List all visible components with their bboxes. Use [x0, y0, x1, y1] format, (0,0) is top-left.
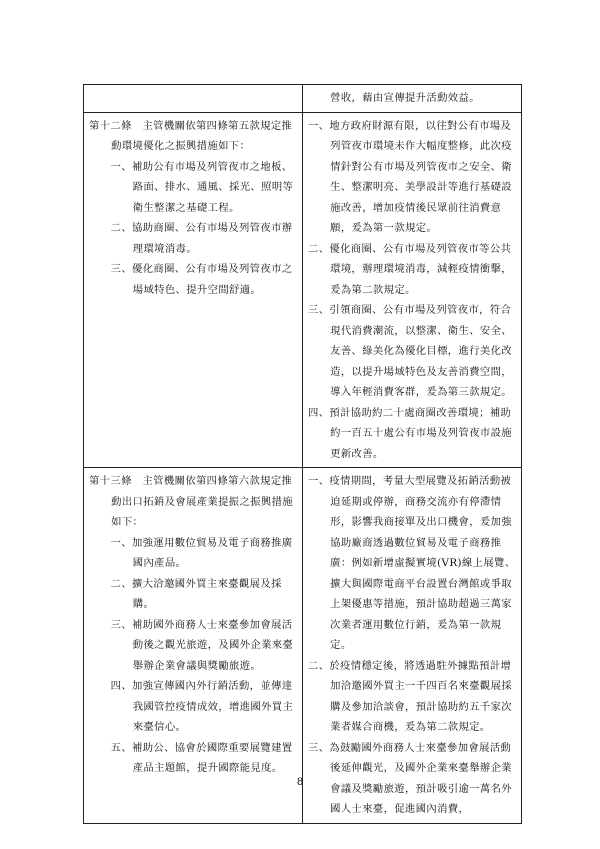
explanation-cell: [303, 468, 522, 824]
explanation-item: 二、優化商圈、公有市場及列管夜市等公共環境，辦理環境消毒，減輕疫情衝擊，爰為第二款規定。: [308, 242, 512, 296]
explanation-item: 一、地方政府財源有限，以往對公有市場及列管夜市環境未作大幅度整修，此次疫情針對公有市場及列管夜市之安全、衛生、整潔明亮、美學設計等進行基礎設施改善，增加疫情後民眾前往消費意願，爰為第一款規定。: [308, 119, 512, 234]
article-13-item: 二、擴大洽邀國外買主來臺觀展及採購。: [110, 577, 282, 610]
article-13-item: 三、補助國外商務人士來臺參加會展活動後之觀光旅遊，及國外企業來臺舉辦企業會議與獎勵旅遊。: [110, 618, 294, 672]
article-cell-empty: [84, 85, 303, 113]
article-12-item: 三、優化商圈、公有市場及列管夜市之場域特色、提升空間舒適。: [110, 263, 293, 296]
explanation-item: 三、為鼓勵國外商務人士來臺參加會展活動後延伸觀光，及國外企業來臺舉辦企業會議及獎勵旅遊，預計吸引逾一萬名外國人士來臺，促進國內消費，: [308, 741, 512, 815]
article-12-heading: 第十二條 主管機關依第四條第五款規定推動環境優化之振興措施如下：: [89, 119, 293, 152]
explanation-item: 四、預計協助約二十處商圈改善環境；補助約一百五十處公有市場及列管夜市設施更新改善。: [308, 406, 512, 460]
explanation-cell: [303, 112, 522, 468]
article-13-item: 五、補助公、協會於國際重要展覽建置產品主題館，提升國際能見度。: [110, 741, 293, 774]
article-13-item: 四、加強宣傳國內外行銷活動，並傳達我國管控疫情成效，增進國外買主來臺信心。: [110, 680, 294, 733]
article-13-heading: 第十三條 主管機關依第四條第六款規定推動出口拓銷及會展產業提振之振興措施如下：: [89, 475, 293, 528]
explanation-cell: [303, 85, 522, 113]
article-cell: [84, 112, 303, 468]
article-12-item: 二、協助商圈、公有市場及列管夜市辦理環境消毒。: [110, 222, 293, 255]
table-row: [84, 85, 522, 113]
explanation-item: 一、疫情期間，考量大型展覽及拓銷活動被迫延期或停辦，商務交流亦有停滯情形，影響我商接單及出口機會，爰加強協助廠商透過數位貿易及電子商務推廣：例如新增虛擬實境(VR)線上展覽、擴大與國際電商平台設置台灣館或爭取上架優惠等措施，預計協助超過三萬家次業者運用數位行銷，爰為第一款規定。: [308, 475, 516, 651]
table-row: [84, 468, 522, 824]
article-12-item: 一、補助公有市場及列管夜市之地板、路面、排水、通風、採光、照明等衛生整潔之基礎工程。: [110, 160, 294, 214]
explanation-continuation: 營收，藉由宣傳提升活動效益。: [330, 92, 480, 104]
article-cell: [84, 468, 303, 824]
provision-table: [83, 84, 522, 824]
table-row: [84, 112, 522, 468]
article-13-item: 一、加強運用數位貿易及電子商務推廣國內產品。: [110, 536, 293, 569]
explanation-item: 二、於疫情穩定後，將透過駐外據點預計增加洽邀國外買主一千四百名來臺觀展採購及參加洽談會，預計協助約五千家次業者媒合商機，爰為第二款規定。: [308, 659, 512, 733]
page-number: 8: [296, 777, 304, 788]
explanation-item: 三、引領商圈、公有市場及列管夜市，符合現代消費潮流，以整潔、衛生、安全、友善、綠美化為優化目標，進行美化改造，以提升場域特色及友善消費空間，導入年輕消費客群，爰為第三款規定。: [308, 304, 512, 398]
